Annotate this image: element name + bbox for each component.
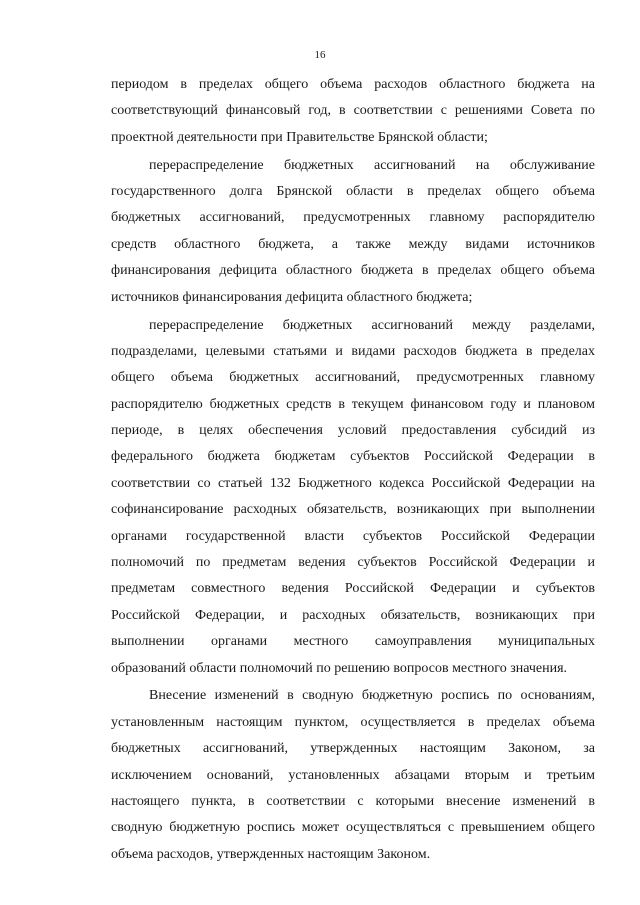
text-line: софинансирование расходных обязательств, возникающих при выполнении [111, 502, 595, 518]
text-line: предметам совместного ведения Российской Федерации и субъектов [111, 581, 595, 597]
text-line: сводную бюджетную роспись может осуществляться с превышением общего [111, 820, 595, 836]
text-line: объема расходов, утвержденных настоящим Законом. [111, 846, 431, 862]
text-line: Российской Федерации, и расходных обязательств, возникающих при [111, 607, 595, 623]
page-number: 16 [314, 49, 326, 61]
text-line: бюджетных ассигнований, утвержденных настоящим Законом, за [111, 741, 595, 757]
text-line: выполнении органами местного самоуправления муниципальных [111, 634, 595, 650]
text-line: органами государственной власти субъектов Российской Федерации [111, 528, 595, 544]
text-line: образований области полномочий по решению вопросов местного значения. [111, 660, 568, 676]
text-line: установленным настоящим пунктом, осуществляется в пределах объема [111, 714, 595, 730]
text-line: периоде, в целях обеспечения условий предоставления субсидий из [111, 423, 595, 439]
paragraph [111, 683, 595, 868]
text-line: перераспределение бюджетных ассигнований между разделами, [149, 317, 595, 333]
paragraph [111, 153, 595, 311]
text-line: средств областного бюджета, а также между видами источников [111, 236, 595, 252]
document-body [111, 72, 595, 868]
text-line: периодом в пределах общего объема расходов областного бюджета на [111, 77, 595, 92]
text-line: распорядителю бюджетных средств в текущем финансовом году и плановом [111, 396, 595, 412]
text-line: подразделами, целевыми статьями и видами расходов бюджета в пределах [111, 343, 595, 359]
paragraph [111, 313, 595, 682]
text-line: федерального бюджета бюджетам субъектов Российской Федерации в [111, 449, 595, 465]
text-line: соответствии со статьей 132 Бюджетного кодекса Российской Федерации на [111, 475, 595, 491]
text-line: источников финансирования дефицита областного бюджета; [111, 289, 473, 305]
text-line: проектной деятельности при Правительстве Брянской области; [111, 129, 488, 145]
text-line: полномочий по предметам ведения субъектов Российской Федерации и [111, 555, 595, 571]
text-line: настоящего пункта, в соответствии с которыми внесение изменений в [111, 794, 595, 810]
text-line: Внесение изменений в сводную бюджетную роспись по основаниям, [149, 688, 595, 704]
text-line: общего объема бюджетных ассигнований, предусмотренных главному [111, 370, 595, 386]
text-line: бюджетных ассигнований, предусмотренных главному распорядителю [111, 210, 595, 226]
text-line: государственного долга Брянской области в пределах общего объема [111, 184, 595, 200]
text-line: финансирования дефицита областного бюджета в пределах общего объема [111, 263, 595, 279]
text-line: перераспределение бюджетных ассигнований на обслуживание [149, 157, 595, 173]
text-line: соответствующий финансовый год, в соответствии с решениями Совета по [111, 103, 595, 119]
text-line: исключением оснований, установленных абзацами вторым и третьим [111, 767, 595, 783]
paragraph [111, 72, 595, 151]
